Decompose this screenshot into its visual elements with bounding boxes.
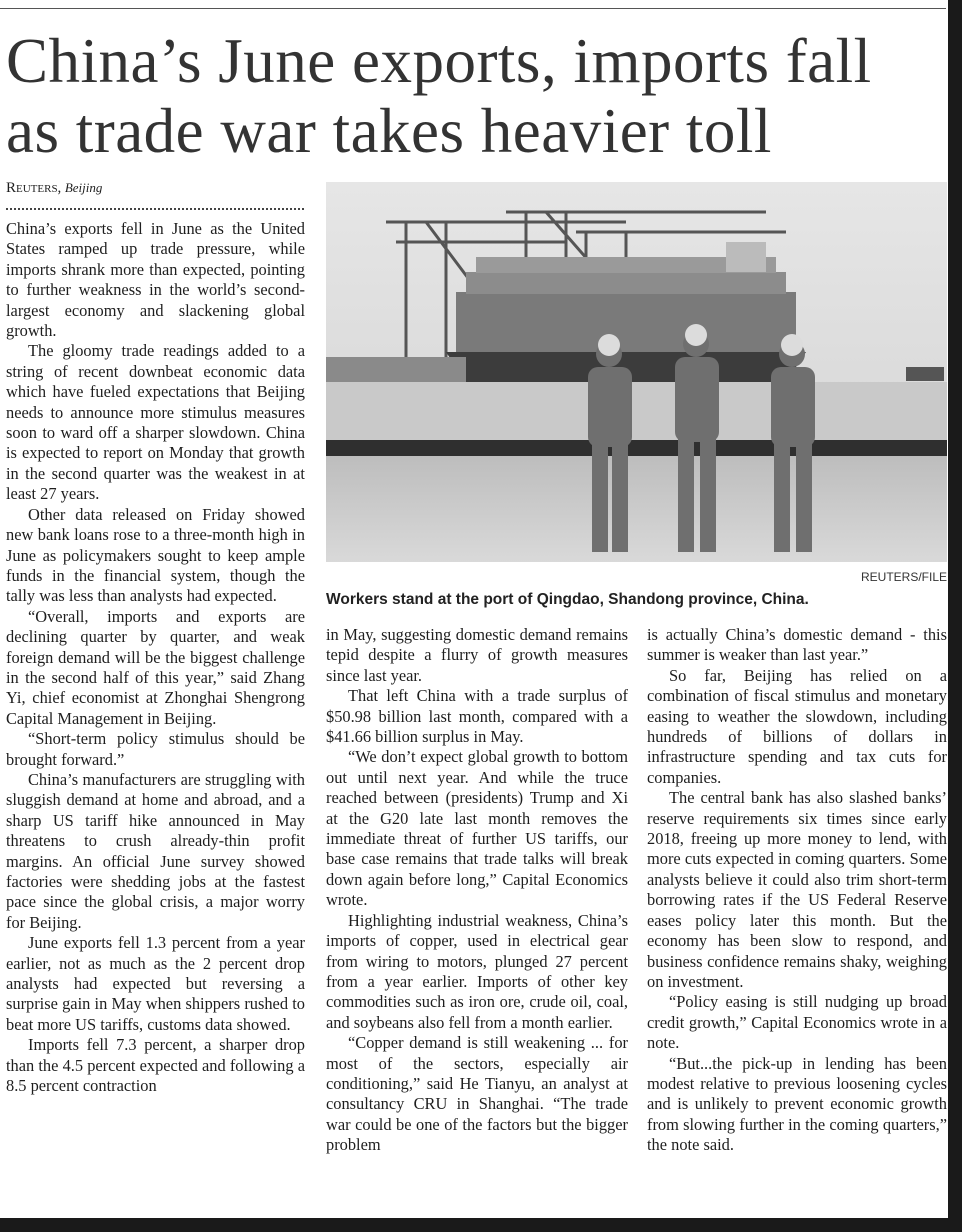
paragraph: Other data released on Friday showed new bank loans rose to a three-month high in June as policymakers sought to keep ample funds in the financial system, though the tally was less than analysts had expected. (6, 504, 305, 606)
paragraph: “Overall, imports and exports are declining quarter by quarter, and weak foreign demand will be the biggest challenge in the second half of this year,” said Zhang Yi, chief economist at Zhonghai Shengrong Capital Management in Beijing. (6, 606, 305, 728)
paragraph: “Short-term policy stimulus should be brought forward.” (6, 729, 305, 769)
container-ship (446, 242, 806, 382)
right-edge-bar (948, 0, 962, 1232)
article-column-3 (647, 625, 947, 1217)
paragraph: Imports fell 7.3 percent, a sharper drop than the 4.5 percent expected and following a 8.5 percent contraction (6, 1035, 305, 1096)
top-rule (0, 8, 946, 9)
headline (6, 26, 950, 166)
byline-agency: Reuters, (6, 180, 62, 196)
paragraph: is actually China’s domestic demand - this summer is weaker than last year.” (647, 625, 947, 665)
paragraph: June exports fell 1.3 percent from a year earlier, not as much as the 2 percent drop analysts had expected but reversing a surprise gain in May when shippers rushed to beat more US tariffs, customs data showed. (6, 933, 305, 1034)
article-column-2 (326, 625, 628, 1217)
paragraph: The gloomy trade readings added to a string of recent downbeat economic data which have fueled expectations that Beijing needs to announce more stimulus measures soon to ward off a sharper slowdown. China is expected to report on Monday that growth in the second quarter was the weakest in at least 27 years. (6, 341, 305, 504)
byline (6, 180, 306, 197)
paragraph: China’s exports fell in June as the United States ramped up trade pressure, while imports shrank more than expected, pointing to further weakness in the world’s second-largest economy and slackening global growth. (6, 219, 305, 341)
paragraph: Highlighting industrial weakness, China’s imports of copper, used in electrical gear from wiring to motors, plunged 27 percent from a year earlier. Imports of other key commodities such as iron ore, crude oil, coal, and soybeans also fell from a month earlier. (326, 910, 628, 1032)
photo-credit: REUTERS/FILE (860, 570, 947, 584)
paragraph: So far, Beijing has relied on a combination of fiscal stimulus and monetary easing to weather the slowdown, including hundreds of billions of dollars in infrastructure spending and tax cuts for companies. (647, 665, 947, 787)
paragraph: “Policy easing is still nudging up broad credit growth,” Capital Economics wrote in a note. (647, 992, 947, 1053)
headline-line-2: as trade war takes heavier toll (6, 96, 772, 166)
paragraph: in May, suggesting domestic demand remains tepid despite a flurry of growth measures since last year. (326, 625, 628, 685)
paragraph: That left China with a trade surplus of $50.98 billion last month, compared with a $41.66 billion surplus in May. (326, 686, 628, 747)
paragraph: China’s manufacturers are struggling with sluggish demand at home and abroad, and a sharp US tariff hike announced in May threatens to crush already-thin profit margins. An official June survey showed factories were shedding jobs at the fastest pace since the global crisis, a major worry for Beijing. (6, 769, 305, 932)
photo-caption: Workers stand at the port of Qingdao, Shandong province, China. (326, 591, 809, 608)
paragraph: The central bank has also slashed banks’ reserve requirements six times since early 2018, freeing up more money to lend, with more cuts expected in coming quarters. Some analysts believe it could also trim short-term borrowing rates if the US Federal Reserve eases policy later this month. But the economy has been slow to respond, and business confidence remains shaky, weighing on investment. (647, 788, 947, 991)
paragraph: “But...the pick-up in lending has been modest relative to previous loosening cycles and is unlikely to prevent economic growth from slowing further in the coming quarters,” the note said. (647, 1053, 947, 1155)
paragraph: “We don’t expect global growth to bottom out until next year. And while the truce reached between (presidents) Trump and Xi at the G20 late last month removes the immediate threat of further US tariffs, our base case remains that trade talks will break down again before long,” Capital Economics wrote. (326, 747, 628, 910)
headline-line-1: China’s June exports, imports fall (6, 26, 872, 96)
article-column-1 (6, 219, 305, 1217)
bottom-edge-bar (0, 1218, 962, 1232)
byline-location: Beijing (64, 180, 103, 195)
paragraph: “Copper demand is still weakening ... for most of the sectors, especially air conditioning,” said He Tianyu, an analyst at consultancy CRU in Shanghai. “The trade war could be one of the factors but the bigger problem (326, 1033, 628, 1155)
port-photo (326, 182, 947, 562)
dotted-separator (6, 208, 304, 210)
